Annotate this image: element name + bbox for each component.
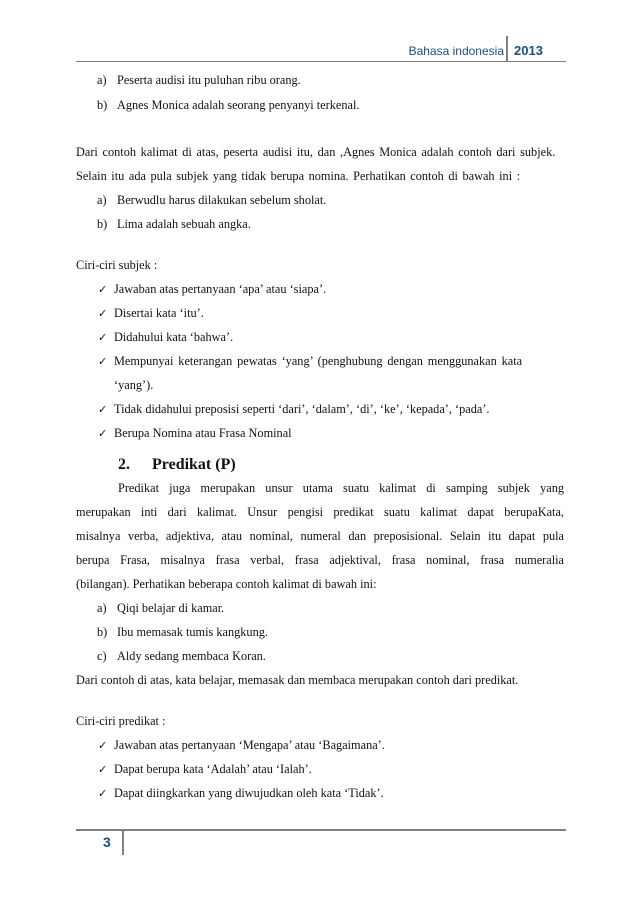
footer-rule <box>76 829 566 831</box>
paragraph: Dari contoh kalimat di atas, peserta audisi itu, dan ,Agnes Monica adalah contoh dari subjek. <box>76 145 556 159</box>
list-marker: a) <box>97 193 107 207</box>
checklist-item <box>98 426 292 441</box>
list-item <box>97 625 268 640</box>
checklist-text: Mempunyai keterangan pewatas ‘yang’ (penghubung dengan menggunakan kata <box>114 354 523 368</box>
checklist-text: Didahului kata ‘bahwa’. <box>114 330 234 344</box>
check-icon: ✓ <box>98 403 108 416</box>
checklist-item <box>98 282 326 297</box>
check-icon: ✓ <box>98 355 108 368</box>
checklist-item <box>98 402 490 417</box>
predikat-heading: Ciri-ciri predikat : <box>76 714 166 728</box>
checklist-text: Dapat diingkarkan yang diwujudkan oleh kata ‘Tidak’. <box>114 786 384 800</box>
list-marker: c) <box>97 649 107 663</box>
list-marker: b) <box>97 625 108 639</box>
list-text: Lima adalah sebuah angka. <box>117 217 251 231</box>
list-item <box>97 601 224 616</box>
paragraph: Selain itu ada pula subjek yang tidak berupa nomina. Perhatikan contoh di bawah ini : <box>76 169 521 183</box>
list-text: Berwudlu harus dilakukan sebelum sholat. <box>117 193 327 207</box>
list-text: Qiqi belajar di kamar. <box>117 601 225 615</box>
checklist-item <box>98 330 233 345</box>
list-text: Peserta audisi itu puluhan ribu orang. <box>117 73 301 87</box>
list-text: Aldy sedang membaca Koran. <box>117 649 266 663</box>
checklist-text: Jawaban atas pertanyaan ‘apa’ atau ‘siapa’. <box>114 282 327 296</box>
check-icon: ✓ <box>98 739 108 752</box>
check-icon: ✓ <box>98 283 108 296</box>
checklist-text: Tidak didahului preposisi seperti ‘dari’, ‘dalam’, ‘di’, ‘ke’, ‘kepada’, ‘pada’. <box>114 402 490 416</box>
list-marker: b) <box>97 98 108 112</box>
checklist-text: Jawaban atas pertanyaan ‘Mengapa’ atau ‘Bagaimana’. <box>114 738 385 752</box>
section-title: Predikat (P) <box>152 456 236 473</box>
list-item <box>97 649 266 664</box>
list-text: Ibu memasak tumis kangkung. <box>117 625 268 639</box>
header-year: 2013 <box>514 43 543 58</box>
list-item <box>97 73 301 88</box>
check-icon: ✓ <box>98 307 108 320</box>
list-marker: a) <box>97 73 107 87</box>
section-number: 2. <box>118 456 130 473</box>
list-item <box>97 217 251 232</box>
header-rule <box>76 61 566 62</box>
checklist-item <box>98 762 312 777</box>
checklist-text: Disertai kata ‘itu’. <box>114 306 204 320</box>
checklist-continuation: ‘yang’). <box>114 378 154 392</box>
paragraph-line: berupa Frasa, misalnya frasa verbal, frasa adjektival, frasa nominal, frasa numeralia <box>76 553 564 567</box>
list-item <box>97 193 326 208</box>
paragraph: Dari contoh di atas, kata belajar, memasak dan membaca merupakan contoh dari predikat. <box>76 673 519 687</box>
checklist-item <box>98 354 522 369</box>
check-icon: ✓ <box>98 763 108 776</box>
footer-divider <box>122 829 124 855</box>
checklist-item <box>98 786 384 801</box>
checklist-item <box>98 306 204 321</box>
checklist-text: Dapat berupa kata ‘Adalah’ atau ‘Ialah’. <box>114 762 312 776</box>
paragraph-line: Predikat juga merupakan unsur utama suatu kalimat di samping subjek yang <box>118 481 564 495</box>
check-icon: ✓ <box>98 787 108 800</box>
list-marker: b) <box>97 217 108 231</box>
subjek-heading: Ciri-ciri subjek : <box>76 258 158 272</box>
section-heading <box>118 456 236 474</box>
paragraph-line: (bilangan). Perhatikan beberapa contoh kalimat di bawah ini: <box>76 577 377 591</box>
header-divider <box>506 36 508 62</box>
list-item <box>97 98 359 113</box>
checklist-text: Berupa Nomina atau Frasa Nominal <box>114 426 292 440</box>
list-text: Agnes Monica adalah seorang penyanyi terkenal. <box>117 98 360 112</box>
paragraph-line: merupakan inti dari kalimat. Unsur pengisi predikat suatu kalimat dapat berupaKata, <box>76 505 564 519</box>
checklist-item <box>98 738 385 753</box>
check-icon: ✓ <box>98 331 108 344</box>
list-marker: a) <box>97 601 107 615</box>
page-number: 3 <box>103 834 111 850</box>
check-icon: ✓ <box>98 427 108 440</box>
paragraph-line: misalnya verba, adjektiva, atau nominal, numeral dan preposisional. Selain itu dapat pula <box>76 529 564 543</box>
header-title: Bahasa indonesia <box>408 44 504 58</box>
